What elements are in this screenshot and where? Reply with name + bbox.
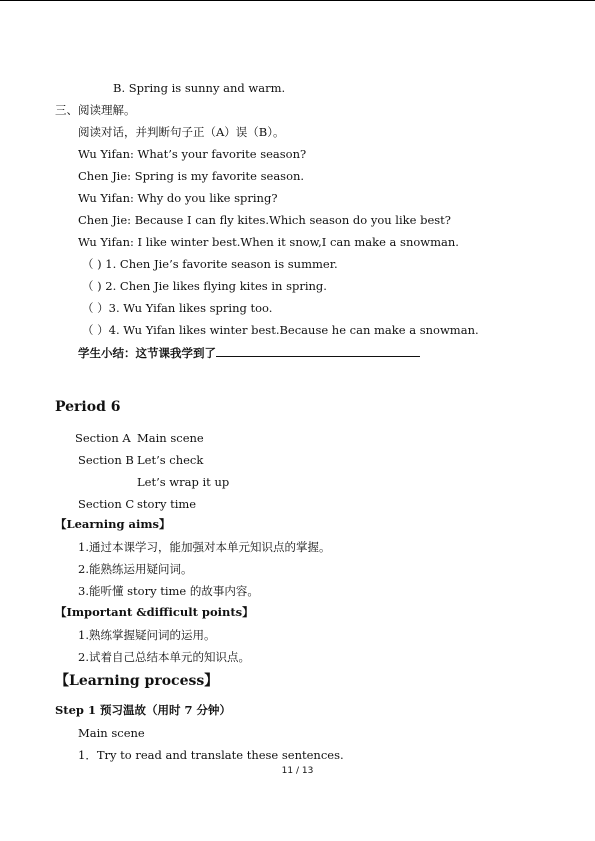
summary-blank-line xyxy=(216,345,420,357)
aim-item-2: 2.能熟练运用疑问词。 xyxy=(78,562,193,576)
student-summary xyxy=(78,345,420,360)
judgement-item-2: （ ) 2. Chen Jie likes flying kites in spring. xyxy=(82,279,327,293)
section-heading-reading: 三、阅读理解。 xyxy=(55,103,136,117)
dialogue-line-2: Chen Jie: Spring is my favorite season. xyxy=(78,169,305,183)
judgement-item-4: （ ）4. Wu Yifan likes winter best.Because he can make a snowman. xyxy=(82,323,479,337)
top-rule xyxy=(0,0,595,1)
judgement-item-3: （ ）3. Wu Yifan likes spring too. xyxy=(82,301,273,315)
learning-process-heading: 【Learning process】 xyxy=(55,673,219,689)
main-scene-label: Main scene xyxy=(78,726,145,740)
page-number: 11 / 13 xyxy=(281,766,314,776)
section-a-label: Section A xyxy=(75,431,131,445)
dialogue-line-4: Chen Jie: Because I can fly kites.Which season do you like best? xyxy=(78,213,451,227)
judgement-item-1: （ ) 1. Chen Jie’s favorite season is summer. xyxy=(82,257,338,271)
section-c-label: Section C xyxy=(78,497,135,511)
aim-item-3: 3.能听懂 story time 的故事内容。 xyxy=(78,584,259,598)
section-b-content-1: Let’s check xyxy=(137,453,204,467)
section-a-content: Main scene xyxy=(137,431,204,445)
dialogue-line-3: Wu Yifan: Why do you like spring? xyxy=(78,191,278,205)
period-title: Period 6 xyxy=(55,399,121,415)
reading-instructions: 阅读对话，并判断句子正（A）误（B）。 xyxy=(78,125,285,139)
aim-item-1: 1.通过本课学习，能加强对本单元知识点的掌握。 xyxy=(78,540,331,554)
point-item-2: 2.试着自己总结本单元的知识点。 xyxy=(78,650,250,664)
learning-aims-heading: 【Learning aims】 xyxy=(55,517,171,531)
section-c-content: story time xyxy=(137,497,197,511)
point-item-1: 1.熟练掌握疑问词的运用。 xyxy=(78,628,216,642)
important-points-heading: 【Important &difficult points】 xyxy=(55,605,254,619)
dialogue-line-1: Wu Yifan: What’s your favorite season? xyxy=(78,147,307,161)
section-b-content-2: Let’s wrap it up xyxy=(137,475,230,489)
option-b-line: B. Spring is sunny and warm. xyxy=(113,81,286,95)
task-item-1: 1．Try to read and translate these sentences. xyxy=(78,748,344,762)
section-b-label: Section B xyxy=(78,453,134,467)
student-summary-label: 学生小结：这节课我学到了 xyxy=(78,346,216,360)
dialogue-line-5: Wu Yifan: I like winter best.When it snow,I can make a snowman. xyxy=(78,235,459,249)
step-1-heading: Step 1 预习温故（用时 7 分钟） xyxy=(55,703,231,717)
